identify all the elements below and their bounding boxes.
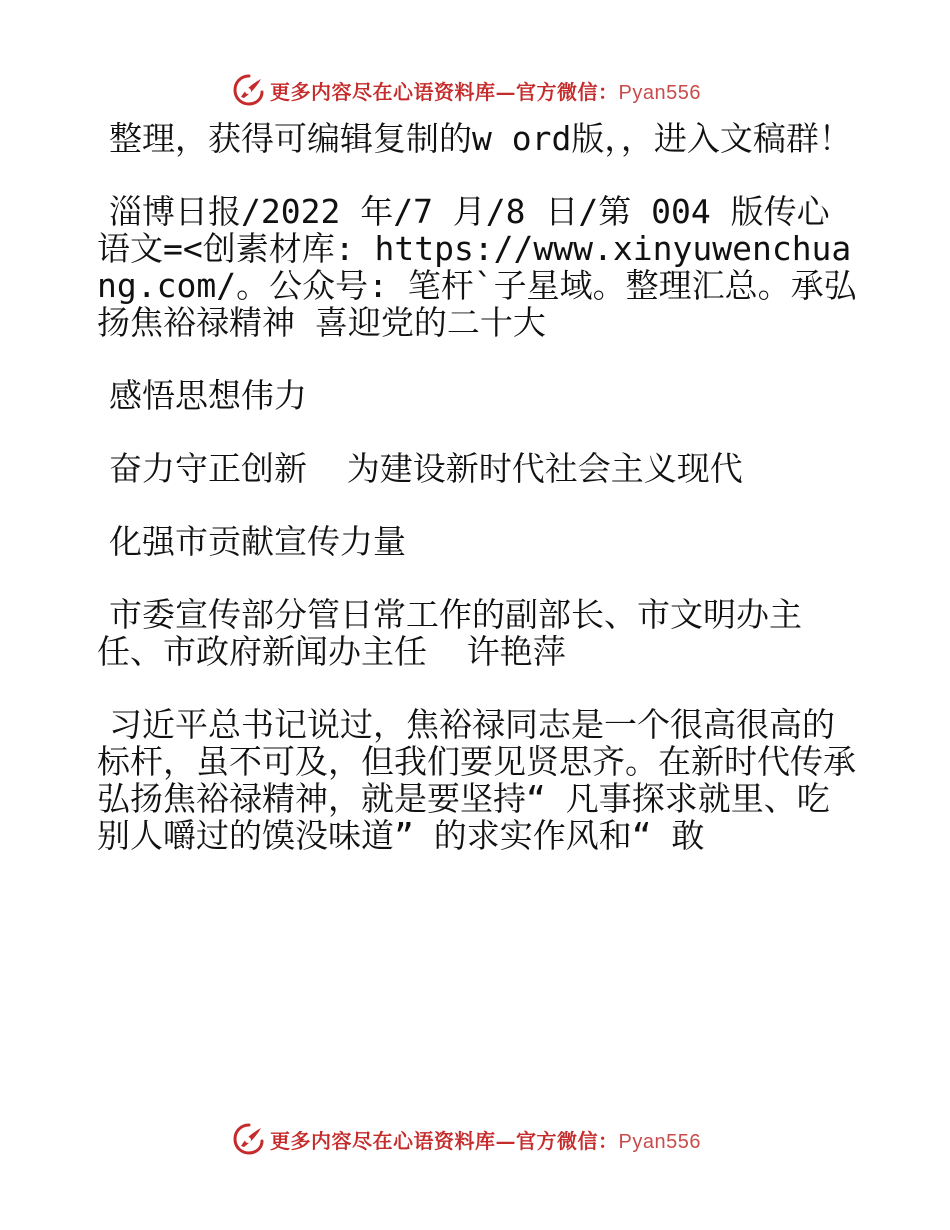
quill-swirl-icon xyxy=(232,73,266,107)
banner-text xyxy=(270,1125,701,1154)
banner-text xyxy=(270,76,701,105)
banner-label: 更多内容尽在心语资料库—官方微信： xyxy=(270,1128,619,1153)
paragraph-source: 淄博日报/2022 年/7 月/8 日/第 004 版传心语文=<创素材库: https://www.xinyuwenchuang.com/。公众号: 笔杆`子星域。整理汇总。承弘扬焦裕禄精神 喜迎党的二十大 xyxy=(97,192,857,342)
paragraph-intro: 整理，获得可编辑复制的w ord版，，进入文稿群！ xyxy=(109,119,852,158)
quill-swirl-icon xyxy=(232,1122,266,1156)
header-banner xyxy=(232,70,732,110)
document-body xyxy=(97,120,857,890)
wechat-id: Pyan556 xyxy=(618,81,701,104)
paragraph-title-2: 奋力守正创新 为建设新时代社会主义现代 xyxy=(109,449,743,488)
paragraph-title-1: 感悟思想伟力 xyxy=(109,376,307,415)
footer-banner xyxy=(232,1119,732,1159)
wechat-id: Pyan556 xyxy=(618,1130,701,1153)
banner-label: 更多内容尽在心语资料库—官方微信： xyxy=(270,79,619,104)
paragraph-body: 习近平总书记说过，焦裕禄同志是一个很高很高的标杆，虽不可及，但我们要见贤思齐。在新时代传承弘扬焦裕禄精神，就是要坚持“ 凡事探求就里、吃别人嚼过的馍没味道” 的求实作风和“ 敢 xyxy=(97,705,856,855)
paragraph-author: 市委宣传部分管日常工作的副部长、市文明办主任、市政府新闻办主任 许艳萍 xyxy=(97,595,802,671)
paragraph-title-3: 化强市贡献宣传力量 xyxy=(109,522,406,561)
